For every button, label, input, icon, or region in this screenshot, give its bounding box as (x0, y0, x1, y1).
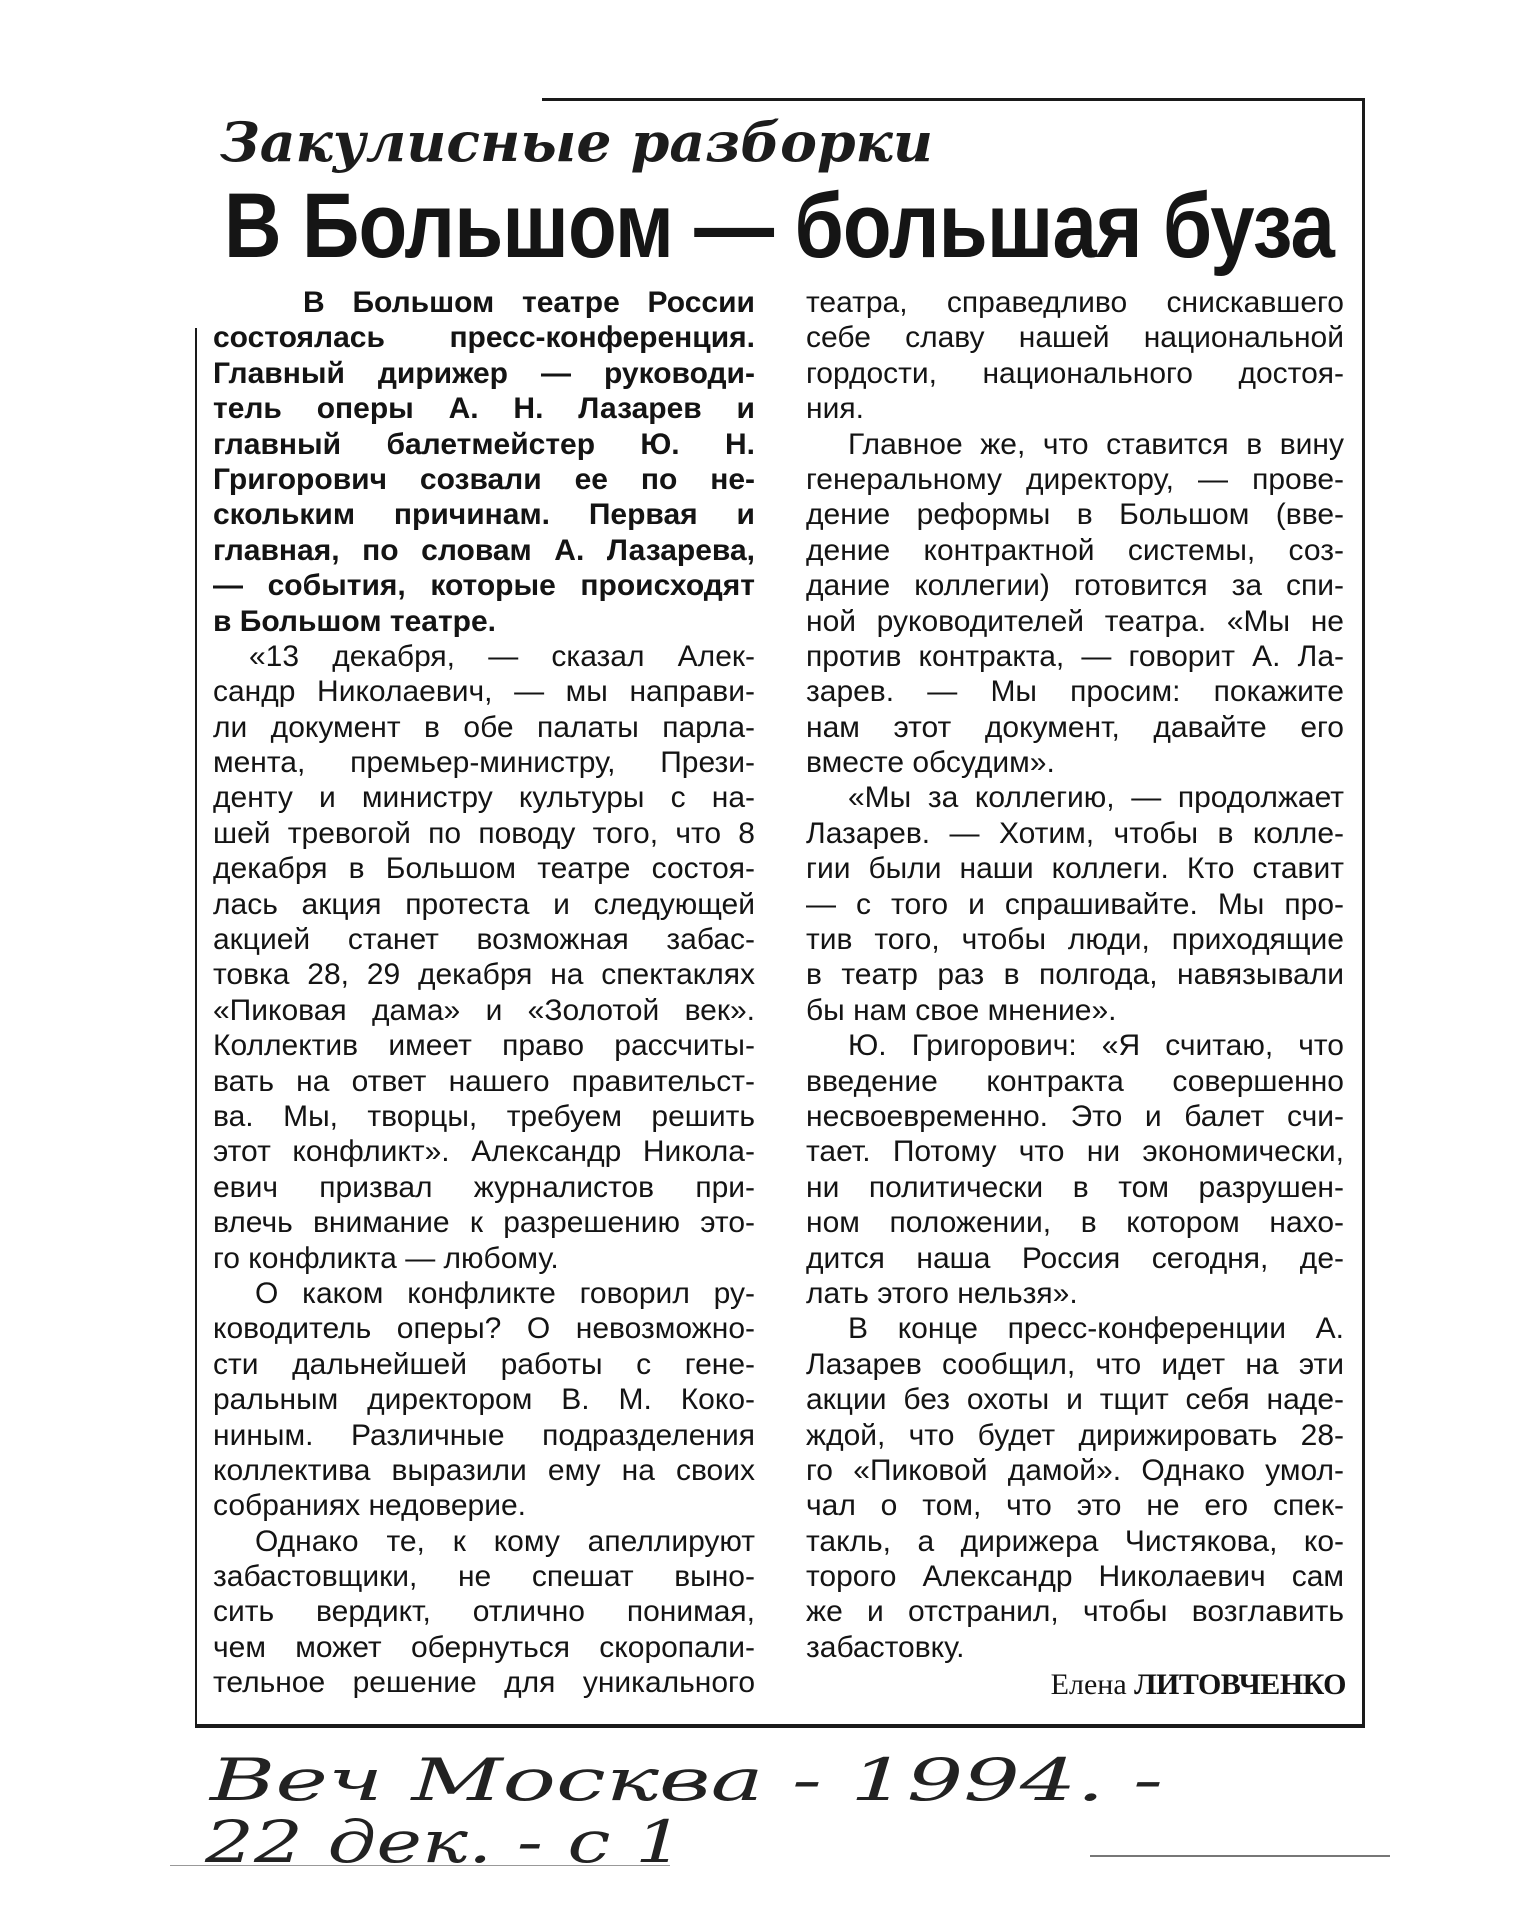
text-line-content: тив того, чтобы люди, приходящие (806, 923, 1344, 957)
text-line (213, 993, 757, 1028)
text-line-content: сти дальнейшей работы с гене- (213, 1347, 755, 1381)
text-line-content: Лазарев. — Хотим, чтобы в колле- (806, 816, 1344, 850)
text-line (213, 1311, 757, 1346)
text-line-content: ни политически в том разрушен- (806, 1170, 1344, 1204)
article-column-left (213, 285, 757, 1701)
text-line (806, 1064, 1346, 1099)
text-line-content: В Большом театре России (303, 286, 755, 319)
text-line (213, 497, 757, 532)
text-line (213, 1488, 757, 1523)
text-line-content: главный балетмейстер Ю. Н. (213, 427, 755, 461)
kicker-text: Закулисные разборки (220, 110, 933, 174)
text-line (213, 1205, 757, 1240)
frame-left-rule (195, 328, 197, 1728)
text-line-content: О каком конфликте говорил ру- (255, 1276, 755, 1310)
text-line (213, 1064, 757, 1099)
text-line (806, 1028, 1346, 1063)
text-line-content: состоялась пресс-конференция. (213, 321, 755, 355)
text-line (213, 1170, 757, 1205)
text-line-content: мента, премьер-министру, Прези- (213, 746, 755, 780)
text-line (213, 1276, 757, 1311)
article-kicker (220, 112, 933, 172)
text-line-content: введение контракта совершенно (806, 1064, 1344, 1098)
text-line (806, 1205, 1346, 1240)
text-line-content: себе славу нашей национальной (806, 321, 1344, 355)
text-line-content: дение контрактной системы, соз- (806, 533, 1344, 567)
text-line (213, 851, 757, 886)
text-line (213, 533, 757, 568)
scan-line (1090, 1855, 1390, 1857)
text-line-content: забастовку. (806, 1630, 965, 1664)
text-line-content: «Мы за коллегию, — продолжает (848, 781, 1344, 815)
text-line-content: же и отстранил, чтобы возглавить (806, 1595, 1344, 1629)
text-line (806, 1630, 1346, 1665)
text-line-content: лась акция протеста и следующей (213, 887, 755, 921)
text-line (806, 745, 1346, 780)
text-line-content: дится наша Россия сегодня, де- (806, 1241, 1344, 1275)
text-line (213, 462, 757, 497)
text-line (213, 780, 757, 815)
text-line-content: евич призвал журналистов при- (213, 1170, 755, 1204)
text-line (806, 568, 1346, 603)
text-line-content: дание коллегии) готовится за спи- (806, 569, 1344, 603)
article-headline (224, 175, 1334, 277)
text-line (806, 1594, 1346, 1629)
text-line (213, 922, 757, 957)
text-line (806, 1453, 1346, 1488)
text-line-content: сандр Николаевич, — мы направи- (213, 675, 755, 709)
text-line-content: такль, а дирижера Чистякова, ко- (806, 1524, 1344, 1558)
text-line-content: денту и министру культуры с на- (213, 781, 755, 815)
handwritten-source-note (210, 1748, 1163, 1812)
text-line-content: вать на ответ нашего правительст- (213, 1064, 755, 1098)
text-line-content: чем может обернуться скоропали- (213, 1630, 755, 1664)
text-line (213, 1524, 757, 1559)
text-line-content: акцией станет возможная забас- (213, 923, 755, 957)
text-line (806, 674, 1346, 709)
text-line-content: вместе обсудим». (806, 746, 1055, 780)
text-line-content: шей тревогой по поводу того, что 8 (213, 816, 755, 850)
text-line (806, 1170, 1346, 1205)
text-line (806, 710, 1346, 745)
text-line (806, 887, 1346, 922)
frame-bottom-rule (195, 1724, 1365, 1728)
text-line-content: ной руководителей театра. «Мы не (806, 604, 1344, 638)
text-line (806, 356, 1346, 391)
text-line (213, 1099, 757, 1134)
text-line (213, 1028, 757, 1063)
text-line (213, 285, 757, 320)
text-line-content: Ю. Григорович: «Я считаю, что (848, 1029, 1344, 1063)
text-line-content: ральным директором В. М. Коко- (213, 1383, 755, 1417)
text-line-content: товка 28, 29 декабря на спектаклях (213, 958, 755, 992)
text-line (213, 887, 757, 922)
text-line-content: в театр раз в полгода, навязывали (806, 958, 1344, 992)
byline-surname: ЛИТОВЧЕНКО (1134, 1668, 1346, 1701)
text-line (213, 427, 757, 462)
text-line-content: ва. Мы, творцы, требуем решить (213, 1099, 755, 1133)
text-line-content: чал о том, что это не его спек- (806, 1489, 1344, 1523)
handwritten-line: 22 дек. - с 1 (205, 1808, 684, 1876)
text-line (213, 1241, 757, 1276)
text-line-content: несвоевременно. Это и балет счи- (806, 1099, 1344, 1133)
text-line-content: ководитель оперы? О невозможно- (213, 1312, 755, 1346)
frame-top-rule (542, 98, 1365, 101)
text-line (213, 1347, 757, 1382)
text-line (213, 1134, 757, 1169)
text-line-content: тельное решение для уникального (213, 1666, 755, 1700)
text-line (806, 285, 1346, 320)
text-line (806, 1488, 1346, 1523)
handwritten-date-note (205, 1810, 684, 1874)
text-line-content: — с того и спрашивайте. Мы про- (806, 887, 1344, 921)
text-line-content: го конфликта — любому. (213, 1241, 559, 1275)
text-line (213, 604, 757, 639)
text-line-content: дение реформы в Большом (вве- (806, 498, 1344, 532)
text-line (806, 462, 1346, 497)
text-line (806, 851, 1346, 886)
text-line (806, 1134, 1346, 1169)
text-line-content: торого Александр Николаевич сам (806, 1560, 1344, 1594)
text-line-content: Главное же, что ставится в вину (848, 427, 1344, 461)
text-line (806, 1099, 1346, 1134)
text-line (213, 356, 757, 391)
text-line (213, 957, 757, 992)
text-line-content: коллектива выразили ему на своих (213, 1453, 755, 1487)
text-line-content: «13 декабря, — сказал Алек- (249, 639, 755, 673)
text-line (213, 1559, 757, 1594)
text-line-content: ли документ в обе палаты парла- (213, 710, 755, 744)
text-line (213, 1382, 757, 1417)
text-line (806, 957, 1346, 992)
text-line-content: в Большом театре. (213, 604, 496, 638)
text-line (806, 533, 1346, 568)
text-line-content: тель оперы А. Н. Лазарев и (213, 392, 755, 426)
text-line-content: генеральному директору, — прове- (806, 462, 1344, 496)
text-line (806, 391, 1346, 426)
text-line-content: сить вердикт, отлично понимая, (213, 1595, 755, 1629)
text-line (806, 1276, 1346, 1311)
frame-right-rule (1362, 98, 1365, 1728)
text-line-content: Однако те, к кому апеллируют (255, 1524, 755, 1558)
text-line (213, 568, 757, 603)
text-line (213, 320, 757, 355)
text-line (806, 1524, 1346, 1559)
text-line-content: — события, которые происходят (213, 569, 755, 603)
text-line-content: этот конфликт». Александр Никола- (213, 1135, 755, 1169)
text-line (806, 604, 1346, 639)
text-line (213, 1418, 757, 1453)
text-line (806, 1559, 1346, 1594)
text-line-content: бы нам свое мнение». (806, 993, 1117, 1027)
text-line (806, 320, 1346, 355)
text-line-content: собраниях недоверие. (213, 1489, 527, 1523)
article-column-right (806, 285, 1346, 1665)
text-line-content: «Пиковая дама» и «Золотой век». (213, 993, 755, 1027)
text-line (806, 780, 1346, 815)
text-line-content: го «Пиковой дамой». Однако умол- (806, 1453, 1344, 1487)
text-line-content: Лазарев сообщил, что идет на эти (806, 1347, 1344, 1381)
text-line (806, 1382, 1346, 1417)
text-line-content: Главный дирижер — руководи- (213, 356, 755, 390)
text-line (806, 1241, 1346, 1276)
text-line (806, 427, 1346, 462)
text-line (806, 922, 1346, 957)
text-line-content: акции без охоты и тщит себя наде- (806, 1383, 1344, 1417)
text-line (213, 391, 757, 426)
text-line-content: декабря в Большом театре состоя- (213, 852, 755, 886)
text-line (213, 1453, 757, 1488)
text-line-content: гии были наши коллеги. Кто ставит (806, 852, 1344, 886)
text-line (213, 1630, 757, 1665)
text-line (213, 710, 757, 745)
text-line (806, 1311, 1346, 1346)
text-line-content: В конце пресс-конференции А. (848, 1312, 1344, 1346)
handwritten-line: Веч Москва - 1994. - (210, 1746, 1163, 1814)
text-line-content: зарев. — Мы просим: покажите (806, 675, 1344, 709)
text-line-content: театра, справедливо снискавшего (806, 286, 1344, 319)
text-line-content: ждой, что будет дирижировать 28- (806, 1418, 1344, 1452)
text-line (213, 1665, 757, 1700)
text-line-content: ниным. Различные подразделения (213, 1418, 755, 1452)
text-line (806, 497, 1346, 532)
text-line (806, 993, 1346, 1028)
text-line (213, 1594, 757, 1629)
text-line-content: Коллектив имеет право рассчиты- (213, 1029, 755, 1063)
text-line-content: лать этого нельзя». (806, 1276, 1078, 1310)
text-line-content: ния. (806, 392, 864, 426)
text-line (213, 745, 757, 780)
text-line (213, 816, 757, 851)
text-line-content: ном положении, в котором нахо- (806, 1206, 1344, 1240)
text-line (806, 1418, 1346, 1453)
byline (806, 1667, 1346, 1703)
text-line-content: Григорович созвали ее по не- (213, 462, 755, 496)
text-line-content: гордости, национального достоя- (806, 356, 1344, 390)
text-line (213, 674, 757, 709)
text-line-content: скольким причинам. Первая и (213, 498, 755, 532)
text-line (806, 1347, 1346, 1382)
text-line (806, 639, 1346, 674)
headline-text: В Большом — большая буза (224, 175, 1334, 277)
text-line-content: забастовщики, не спешат выно- (213, 1560, 755, 1594)
text-line-content: влечь внимание к разрешению это- (213, 1206, 755, 1240)
text-line (213, 639, 757, 674)
text-line-content: нам этот документ, давайте его (806, 710, 1344, 744)
byline-first-name: Елена (1050, 1668, 1127, 1701)
text-line-content: тает. Потому что ни экономически, (806, 1135, 1344, 1169)
text-line (806, 816, 1346, 851)
text-line-content: против контракта, — говорит А. Ла- (806, 639, 1344, 673)
text-line-content: главная, по словам А. Лазарева, (213, 533, 755, 567)
